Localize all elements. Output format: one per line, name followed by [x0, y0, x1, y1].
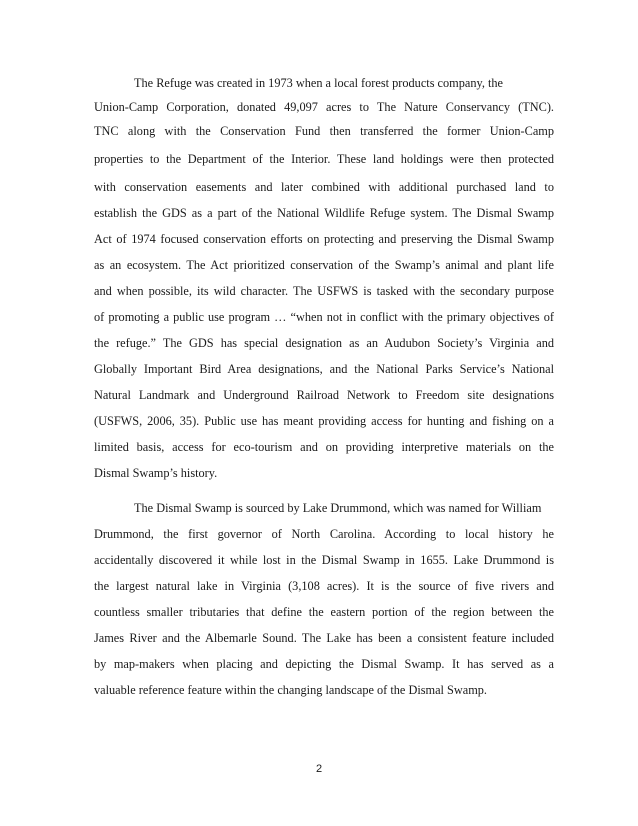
paragraph-1-line-13: Natural Landmark and Underground Railroad Network to Freedom site designations — [94, 388, 554, 402]
paragraph-1-line-14: (USFWS, 2006, 35). Public use has meant providing access for hunting and fishing on a — [94, 414, 554, 428]
paragraph-1-line-2: Union-Camp Corporation, donated 49,097 acres to The Nature Conservancy (TNC). — [94, 100, 554, 114]
paragraph-1-line-16: Dismal Swamp’s history. — [94, 466, 218, 480]
paragraph-1-line-1: The Refuge was created in 1973 when a local forest products company, the — [134, 76, 504, 90]
paragraph-2-line-5: countless smaller tributaries that define the eastern portion of the region between the — [94, 605, 554, 619]
paragraph-1-line-12: Globally Important Bird Area designations, and the National Parks Service’s National — [94, 362, 554, 376]
paragraph-2-line-8: valuable reference feature within the changing landscape of the Dismal Swamp. — [94, 683, 488, 697]
paragraph-2-line-2: Drummond, the first governor of North Carolina. According to local history he — [94, 527, 554, 541]
paragraph-1-line-4: properties to the Department of the Interior. These land holdings were then protected — [94, 152, 554, 166]
paragraph-2-line-1: The Dismal Swamp is sourced by Lake Drummond, which was named for William — [134, 501, 542, 515]
paragraph-2-line-7: by map-makers when placing and depicting the Dismal Swamp. It has served as a — [94, 657, 554, 671]
paragraph-2-line-3: accidentally discovered it while lost in the Dismal Swamp in 1655. Lake Drummond is — [94, 553, 554, 567]
paragraph-1-line-3: TNC along with the Conservation Fund then transferred the former Union-Camp — [94, 124, 554, 138]
paragraph-1-line-6: establish the GDS as a part of the National Wildlife Refuge system. The Dismal Swamp — [94, 206, 554, 220]
paragraph-1-line-15: limited basis, access for eco-tourism and on providing interpretive materials on the — [94, 440, 554, 454]
paragraph-2-line-4: the largest natural lake in Virginia (3,108 acres). It is the source of five rivers and — [94, 579, 554, 593]
paragraph-1-line-9: and when possible, its wild character. The USFWS is tasked with the secondary purpose — [94, 284, 554, 298]
paragraph-2-line-6: James River and the Albemarle Sound. The Lake has been a consistent feature included — [94, 631, 554, 645]
paragraph-1-line-8: as an ecosystem. The Act prioritized conservation of the Swamp’s animal and plant life — [94, 258, 554, 272]
paragraph-1-line-10: of promoting a public use program … “when not in conflict with the primary objectives of — [94, 310, 554, 324]
paragraph-1-line-5: with conservation easements and later combined with additional purchased land to — [94, 180, 554, 194]
page-number: 2 — [315, 763, 323, 775]
paragraph-1-line-11: the refuge.” The GDS has special designation as an Audubon Society’s Virginia and — [94, 336, 554, 350]
paragraph-1-line-7: Act of 1974 focused conservation efforts on protecting and preserving the Dismal Swamp — [94, 232, 554, 246]
